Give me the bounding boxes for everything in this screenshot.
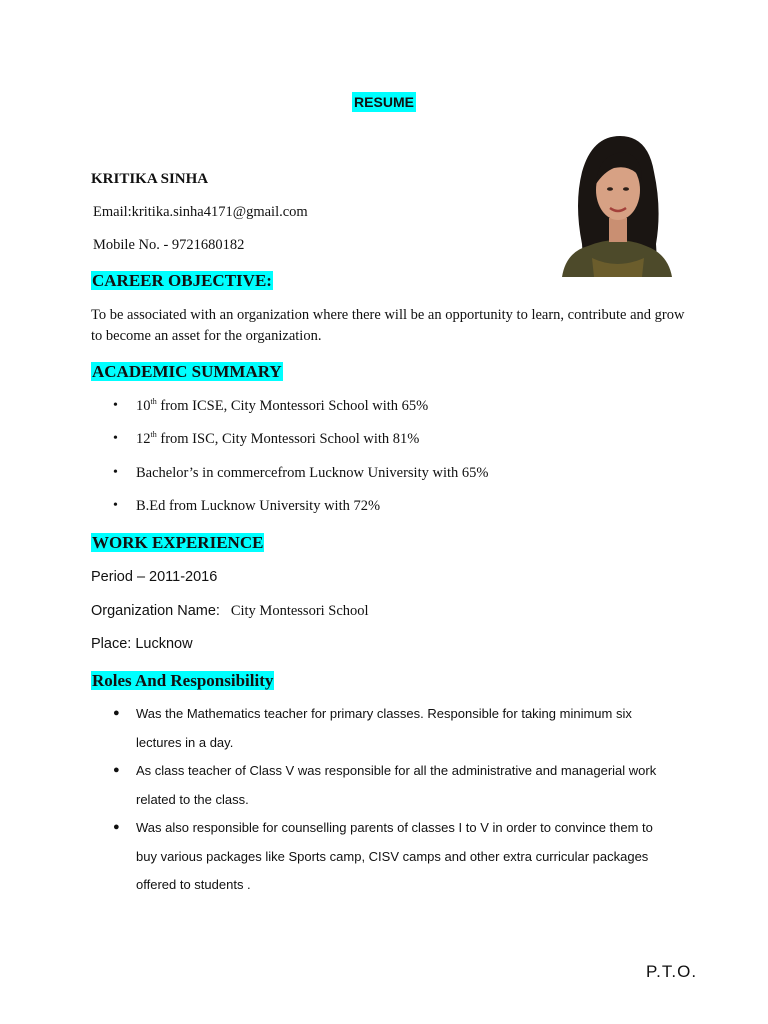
organization-value: City Montessori School xyxy=(230,603,369,619)
resume-title xyxy=(0,94,768,110)
bullet-icon: ● xyxy=(113,707,120,719)
resume-title-text: RESUME xyxy=(354,94,414,110)
page-turn-note: P.T.O. xyxy=(646,962,698,981)
profile-photo xyxy=(562,134,672,277)
roles-heading: Roles And Responsibility xyxy=(92,671,274,690)
career-objective-text: To be associated with an organization where there will be an opportunity to learn, contribute and grow to become an asset for the organization. xyxy=(91,307,685,344)
bullet-icon: • xyxy=(113,498,118,513)
role-item: Was the Mathematics teacher for primary classes. Responsible for taking minimum six lectures in a day. xyxy=(136,706,632,750)
mobile-line: Mobile No. - 9721680182 xyxy=(93,237,245,253)
bullet-icon: • xyxy=(113,398,118,413)
bullet-icon: ● xyxy=(113,764,120,776)
academic-item: 12th from ISC, City Montessori School with 81% xyxy=(136,430,420,447)
email-line: Email:kritika.sinha4171@gmail.com xyxy=(93,204,308,220)
role-item: Was also responsible for counselling parents of classes I to V in order to convince them to buy various packages like Sports camp, CISV camps and other extra curricular packages offered to students . xyxy=(136,820,653,892)
organization-label: Organization Name: xyxy=(91,603,220,619)
role-item: As class teacher of Class V was responsible for all the administrative and managerial work related to the class. xyxy=(136,763,657,807)
candidate-name: KRITIKA SINHA xyxy=(91,171,209,187)
bullet-icon: ● xyxy=(113,821,120,833)
academic-item: 10th from ICSE, City Montessori School with 65% xyxy=(136,397,429,414)
work-organization xyxy=(91,603,369,620)
academic-item: Bachelor’s in commercefrom Lucknow University with 65% xyxy=(136,465,489,481)
work-period: Period – 2011-2016 xyxy=(91,569,218,585)
academic-summary-heading: ACADEMIC SUMMARY xyxy=(92,362,282,381)
bullet-icon: • xyxy=(113,465,118,480)
work-experience-heading: WORK EXPERIENCE xyxy=(92,533,264,552)
career-objective-heading: CAREER OBJECTIVE: xyxy=(92,271,272,290)
academic-item: B.Ed from Lucknow University with 72% xyxy=(136,498,381,514)
bullet-icon: • xyxy=(113,431,118,446)
work-place: Place: Lucknow xyxy=(91,636,193,652)
